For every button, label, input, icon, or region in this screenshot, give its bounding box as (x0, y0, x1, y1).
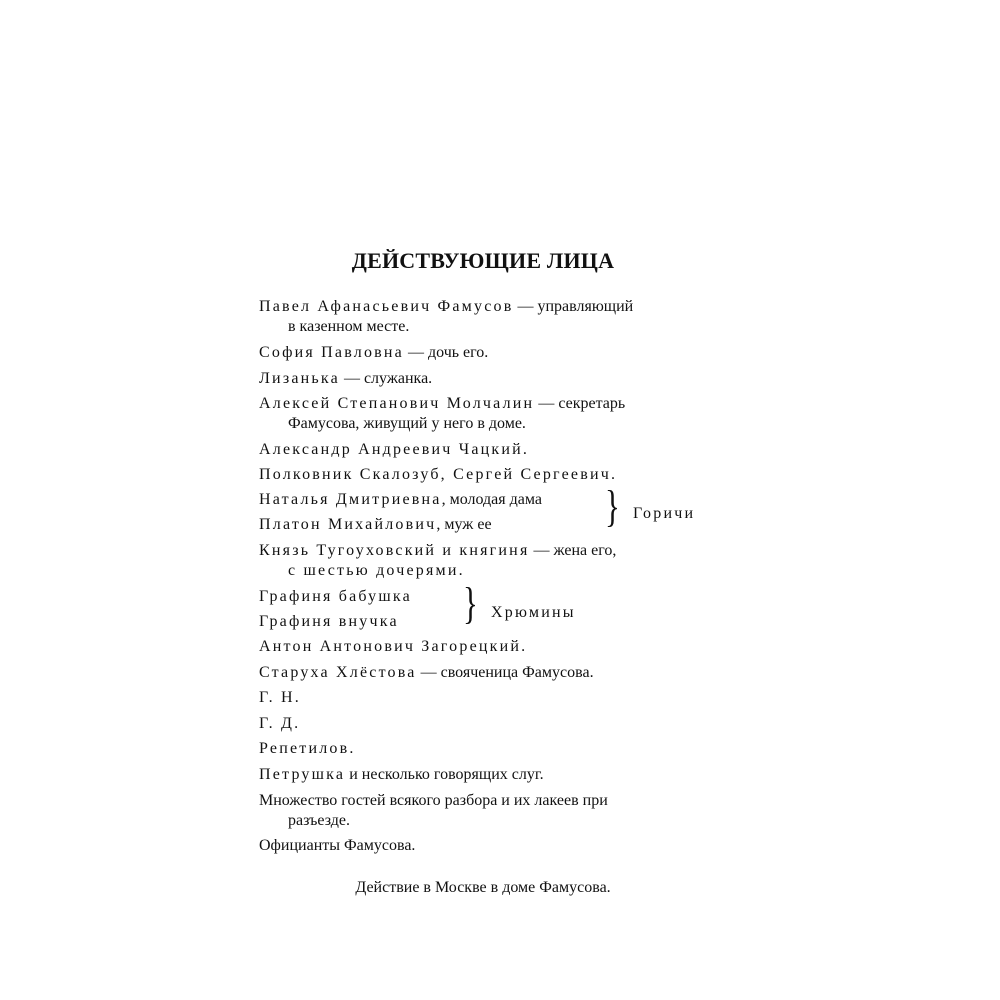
character-lizanka (259, 369, 432, 389)
character-name: Алексей Степанович Молчалин (259, 395, 535, 412)
character-waiters (259, 836, 415, 856)
character-name: Графиня бабушка (259, 588, 412, 605)
character-chatsky (259, 440, 527, 460)
page-title: ДЕЙСТВУЮЩИЕ ЛИЦА (351, 248, 615, 273)
character-name: Антон Антонович Загорецкий (259, 638, 522, 655)
character-guests (259, 791, 608, 831)
character-countess-granddaughter (259, 612, 399, 632)
character-name: Г. Н. (259, 689, 301, 706)
character-name: Графиня внучка (259, 613, 399, 630)
character-repetilov (259, 739, 353, 759)
character-desc-cont: разъезде. (288, 812, 350, 829)
character-desc: , муж ее (436, 516, 492, 533)
character-g-d (259, 714, 300, 734)
character-khlestova (259, 663, 594, 683)
character-desc: — секретарь (534, 395, 626, 412)
character-name: Павел Афанасьевич Фамусов (259, 298, 514, 315)
character-name: Г. Д. (259, 715, 301, 732)
character-zagoretsky (259, 637, 525, 657)
brace-gorichi: } (605, 482, 620, 531)
character-countess-grandmother (259, 587, 412, 607)
character-desc: — жена его, (529, 542, 617, 559)
character-name: Платон Михайлович (259, 516, 437, 533)
character-desc: . (522, 441, 527, 458)
character-platon (259, 515, 492, 535)
character-petrushka (259, 765, 544, 785)
character-name: Князь Тугоуховский и княгиня (259, 542, 530, 559)
character-desc: . (349, 740, 354, 757)
character-name: Лизанька (259, 370, 340, 387)
character-g-n (259, 688, 301, 708)
character-name: Старуха Хлёстова (259, 664, 417, 681)
character-desc: . (610, 466, 615, 483)
character-desc-cont: с шестью дочерями. (288, 562, 465, 579)
character-desc: — служанка. (339, 370, 433, 387)
character-name: Наталья Дмитриевна (259, 491, 442, 508)
character-desc-cont: Фамусова, живущий у него в доме. (288, 415, 526, 432)
character-natalya (259, 490, 542, 510)
character-famusov (259, 297, 633, 337)
character-name: София Павловна (259, 344, 404, 361)
character-name: Александр Андреевич Чацкий (259, 441, 523, 458)
family-label-khryuminy: Хрюмины (491, 604, 576, 621)
character-desc: Множество гостей всякого разбора и их лакеев при (259, 792, 608, 809)
character-desc: — дочь его. (403, 344, 489, 361)
character-desc: — своячeница Фамусова. (416, 664, 594, 681)
character-desc: — управляющий (513, 298, 634, 315)
setting-line: Действие в Москве в доме Фамусова. (355, 879, 611, 896)
character-name: Петрушка (259, 766, 346, 783)
character-molchalin (259, 394, 625, 434)
character-desc: Официанты Фамусова. (259, 837, 416, 854)
character-desc: . (521, 638, 526, 655)
character-tugoukhovsky (259, 541, 616, 581)
character-desc: и несколько говорящих слуг. (345, 766, 544, 783)
family-label-gorichi: Горичи (633, 505, 696, 522)
character-desc-cont: в казенном месте. (288, 318, 410, 335)
character-skalozub (259, 465, 615, 485)
brace-khryumины: } (463, 579, 478, 628)
character-sofia (259, 343, 488, 363)
character-desc: , молодая дама (441, 491, 542, 508)
character-name: Полковник Скалозуб, Сергей Сергеевич (259, 466, 611, 483)
character-name: Репетилов (259, 740, 350, 757)
